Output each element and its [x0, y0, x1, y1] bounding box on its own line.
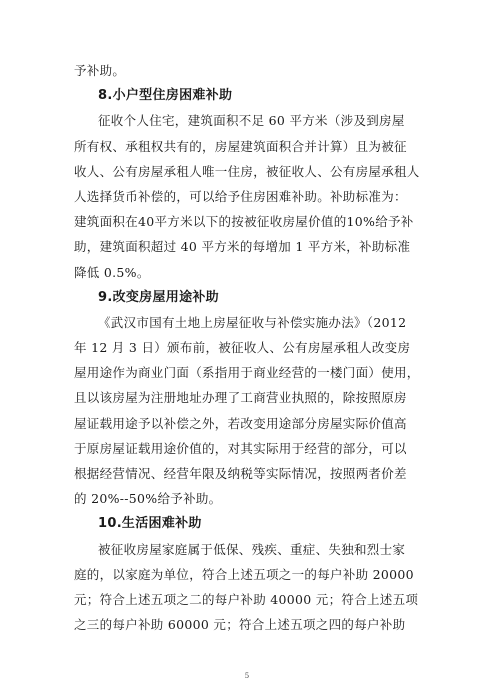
paragraph-line: 根据经营情况、经营年限及纳税等实际情况，按照两者价差	[74, 466, 407, 481]
paragraph-line: 的 20%--50%给予补助。	[74, 491, 222, 507]
paragraph-line: 被征收房屋家庭属于低保、残疾、重症、失独和烈士家	[98, 541, 406, 557]
section-heading: 8.小户型住房困难补助	[98, 88, 233, 104]
paragraph-line: 屋用途作为商业门面（系指用于商业经营的一楼门面）使用，	[74, 365, 420, 381]
paragraph-line: 元；符合上述五项之二的每户补助 40000 元；符合上述五项	[74, 591, 419, 607]
paragraph-line: 于原房屋证载用途价值的，对其实际用于经营的部分，可以	[74, 440, 407, 456]
section-heading: 10.生活困难补助	[98, 516, 202, 532]
paragraph-line: 征收个人住宅，建筑面积不足 60 平方米（涉及到房屋	[98, 113, 405, 129]
paragraph-line: 所有权、承租权共有的，房屋建筑面积合并计算）且为被征	[74, 138, 407, 154]
paragraph-line: 建筑面积在40平方米以下的按被征收房屋价值的10%给予补	[74, 214, 414, 230]
paragraph-line: 予补助。	[74, 63, 126, 78]
page-number: 5	[244, 672, 250, 680]
paragraph-line: 年 12 月 3 日）颁布前，被征收人、公有房屋承租人改变房	[74, 340, 411, 356]
document-body	[74, 58, 430, 637]
paragraph-line: 屋证载用途予以补偿之外，若改变用途部分房屋实际价值高	[74, 415, 407, 431]
paragraph-line: 降低 0.5%。	[74, 264, 150, 280]
paragraph-line: 之三的每户补助 60000 元；符合上述五项之四的每户补助	[74, 617, 406, 633]
paragraph-line: 人选择货币补偿的，可以给予住房困难补助。补助标准为：	[74, 188, 407, 204]
paragraph-line: 《武汉市国有土地上房屋征收与补偿实施办法》（2012	[98, 314, 407, 330]
paragraph-line: 庭的，以家庭为单位，符合上述五项之一的每户补助 20000	[74, 566, 414, 582]
section-heading: 9.改变房屋用途补助	[98, 289, 219, 305]
paragraph-line: 助，建筑面积超过 40 平方米的每增加 1 平方米，补助标准	[74, 239, 411, 255]
paragraph-line: 且以该房屋为注册地址办理了工商营业执照的，除按照原房	[74, 390, 407, 406]
paragraph-line: 收人、公有房屋承租人唯一住房，被征收人、公有房屋承租人	[74, 163, 420, 179]
